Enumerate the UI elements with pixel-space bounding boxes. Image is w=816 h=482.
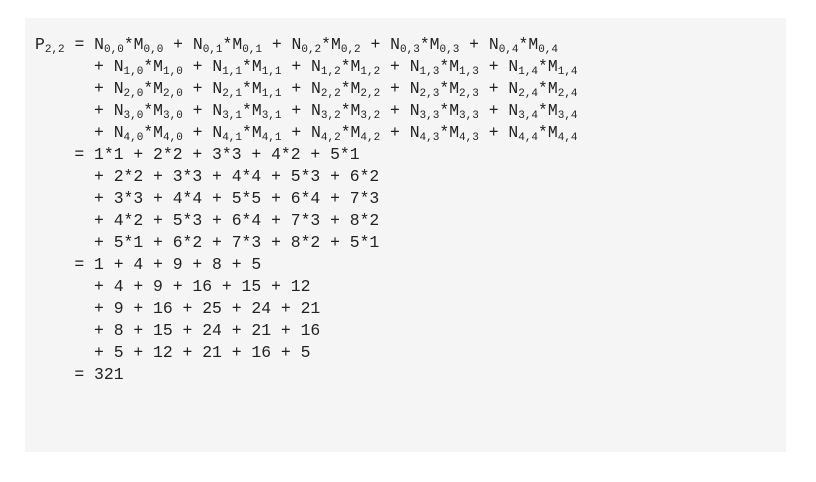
- subscript-index: 1,4: [518, 66, 539, 78]
- equation-line: + 3*3 + 4*4 + 5*5 + 6*4 + 7*3: [35, 189, 380, 208]
- subscript-index: 1,1: [222, 66, 243, 78]
- equation-line: + 4 + 9 + 16 + 15 + 12: [35, 277, 311, 296]
- equation-line: + 5 + 12 + 21 + 16 + 5: [35, 343, 311, 362]
- subscript-index: 4,2: [360, 132, 381, 144]
- subscript-index: 2,2: [360, 88, 381, 100]
- equation-line: + 8 + 15 + 24 + 21 + 16: [35, 321, 321, 340]
- subscript-index: 2,4: [518, 88, 539, 100]
- subscript-index: 1,2: [360, 66, 381, 78]
- subscript-index: 0,0: [104, 44, 124, 56]
- subscript-index: 2,0: [123, 88, 144, 100]
- subscript-index: 0,2: [301, 44, 322, 56]
- subscript-index: 4,0: [123, 132, 144, 144]
- subscript-index: 4,4: [557, 132, 578, 144]
- subscript-index: 2,3: [419, 88, 440, 100]
- equation-line: = 1*1 + 2*2 + 3*3 + 4*2 + 5*1: [35, 145, 360, 164]
- subscript-index: 4,1: [261, 132, 282, 144]
- subscript-index: 3,0: [163, 110, 183, 122]
- equation-line: + 2*2 + 3*3 + 4*4 + 5*3 + 6*2: [35, 167, 380, 186]
- subscript-index: 0,3: [439, 44, 460, 56]
- equation-line: + 4*2 + 5*3 + 6*4 + 7*3 + 8*2: [35, 211, 380, 230]
- subscript-index: 3,4: [518, 110, 539, 122]
- subscript-index: 0,2: [340, 44, 361, 56]
- equation-line: + $N_{1,0}*M_{1,0} + N_{1,1}*M_{1,1} + N_{1,2}*M_{1,2} + N_{1,3}*M_{1,3} + N_{1,4}*M_{1,4}$: [35, 57, 578, 78]
- subscript-index: 1,1: [261, 66, 282, 78]
- subscript-index: 2,2: [320, 88, 341, 100]
- equation-line: $P_{2,2} = N_{0,0}*M_{0,0} + N_{0,1}*M_{0,1} + N_{0,2}*M_{0,2} + N_{0,3}*M_{0,3} + N_{0,4}*M_{0,4}$: [35, 35, 559, 56]
- subscript-index: 3,0: [123, 110, 144, 122]
- subscript-index: 2,1: [222, 88, 243, 100]
- subscript-index: 4,4: [518, 132, 539, 144]
- subscript-index: 1,1: [261, 88, 282, 100]
- subscript-index: 0,4: [498, 44, 519, 56]
- equation-line: + $N_{2,0}*M_{2,0} + N_{2,1}*M_{1,1} + N_{2,2}*M_{2,2} + N_{2,3}*M_{2,3} + N_{2,4}*M_{2,4}$: [35, 79, 578, 100]
- subscript-index: 0,4: [538, 44, 559, 56]
- equation-line: = 1 + 4 + 9 + 8 + 5: [35, 255, 262, 274]
- equation-line: + $N_{3,0}*M_{3,0} + N_{3,1}*M_{3,1} + N_{3,2}*M_{3,2} + N_{3,3}*M_{3,3} + N_{3,4}*M_{3,4}$: [35, 101, 578, 122]
- subscript-index: 1,3: [419, 66, 440, 78]
- subscript-index: 3,1: [261, 110, 282, 122]
- subscript-index: 2,0: [163, 88, 183, 100]
- subscript-index: 3,2: [360, 110, 381, 122]
- subscript-index: 4,0: [163, 132, 183, 144]
- subscript-index: 2,3: [459, 88, 479, 100]
- subscript-index: 4,3: [419, 132, 440, 144]
- subscript-index: 1,4: [557, 66, 578, 78]
- subscript-index: 3,1: [222, 110, 243, 122]
- subscript-index: 3,3: [419, 110, 440, 122]
- equation-line: + $N_{4,0}*M_{4,0} + N_{4,1}*M_{4,1} + N_{4,2}*M_{4,2} + N_{4,3}*M_{4,3} + N_{4,4}*M_{4,4}$: [35, 123, 578, 144]
- subscript-index: 1,3: [459, 66, 479, 78]
- subscript-index: 3,2: [320, 110, 341, 122]
- subscript-index: 2,4: [557, 88, 578, 100]
- subscript-index: 4,3: [459, 132, 479, 144]
- subscript-index: 0,3: [400, 44, 420, 56]
- equation-line: + 5*1 + 6*2 + 7*3 + 8*2 + 5*1: [35, 233, 380, 252]
- equation-line: = 321: [35, 365, 124, 384]
- subscript-index: 0,0: [143, 44, 164, 56]
- subscript-index: 0,1: [242, 44, 262, 56]
- subscript-index: 2,2: [44, 44, 65, 56]
- code-block: [25, 18, 786, 452]
- subscript-index: 4,1: [222, 132, 243, 144]
- subscript-index: 3,4: [557, 110, 578, 122]
- subscript-index: 1,2: [320, 66, 341, 78]
- subscript-index: 1,0: [123, 66, 144, 78]
- subscript-index: 3,3: [459, 110, 479, 122]
- subscript-index: 1,0: [163, 66, 183, 78]
- equation-line: + 9 + 16 + 25 + 24 + 21: [35, 299, 321, 318]
- subscript-index: 0,1: [202, 44, 223, 56]
- subscript-index: 4,2: [320, 132, 341, 144]
